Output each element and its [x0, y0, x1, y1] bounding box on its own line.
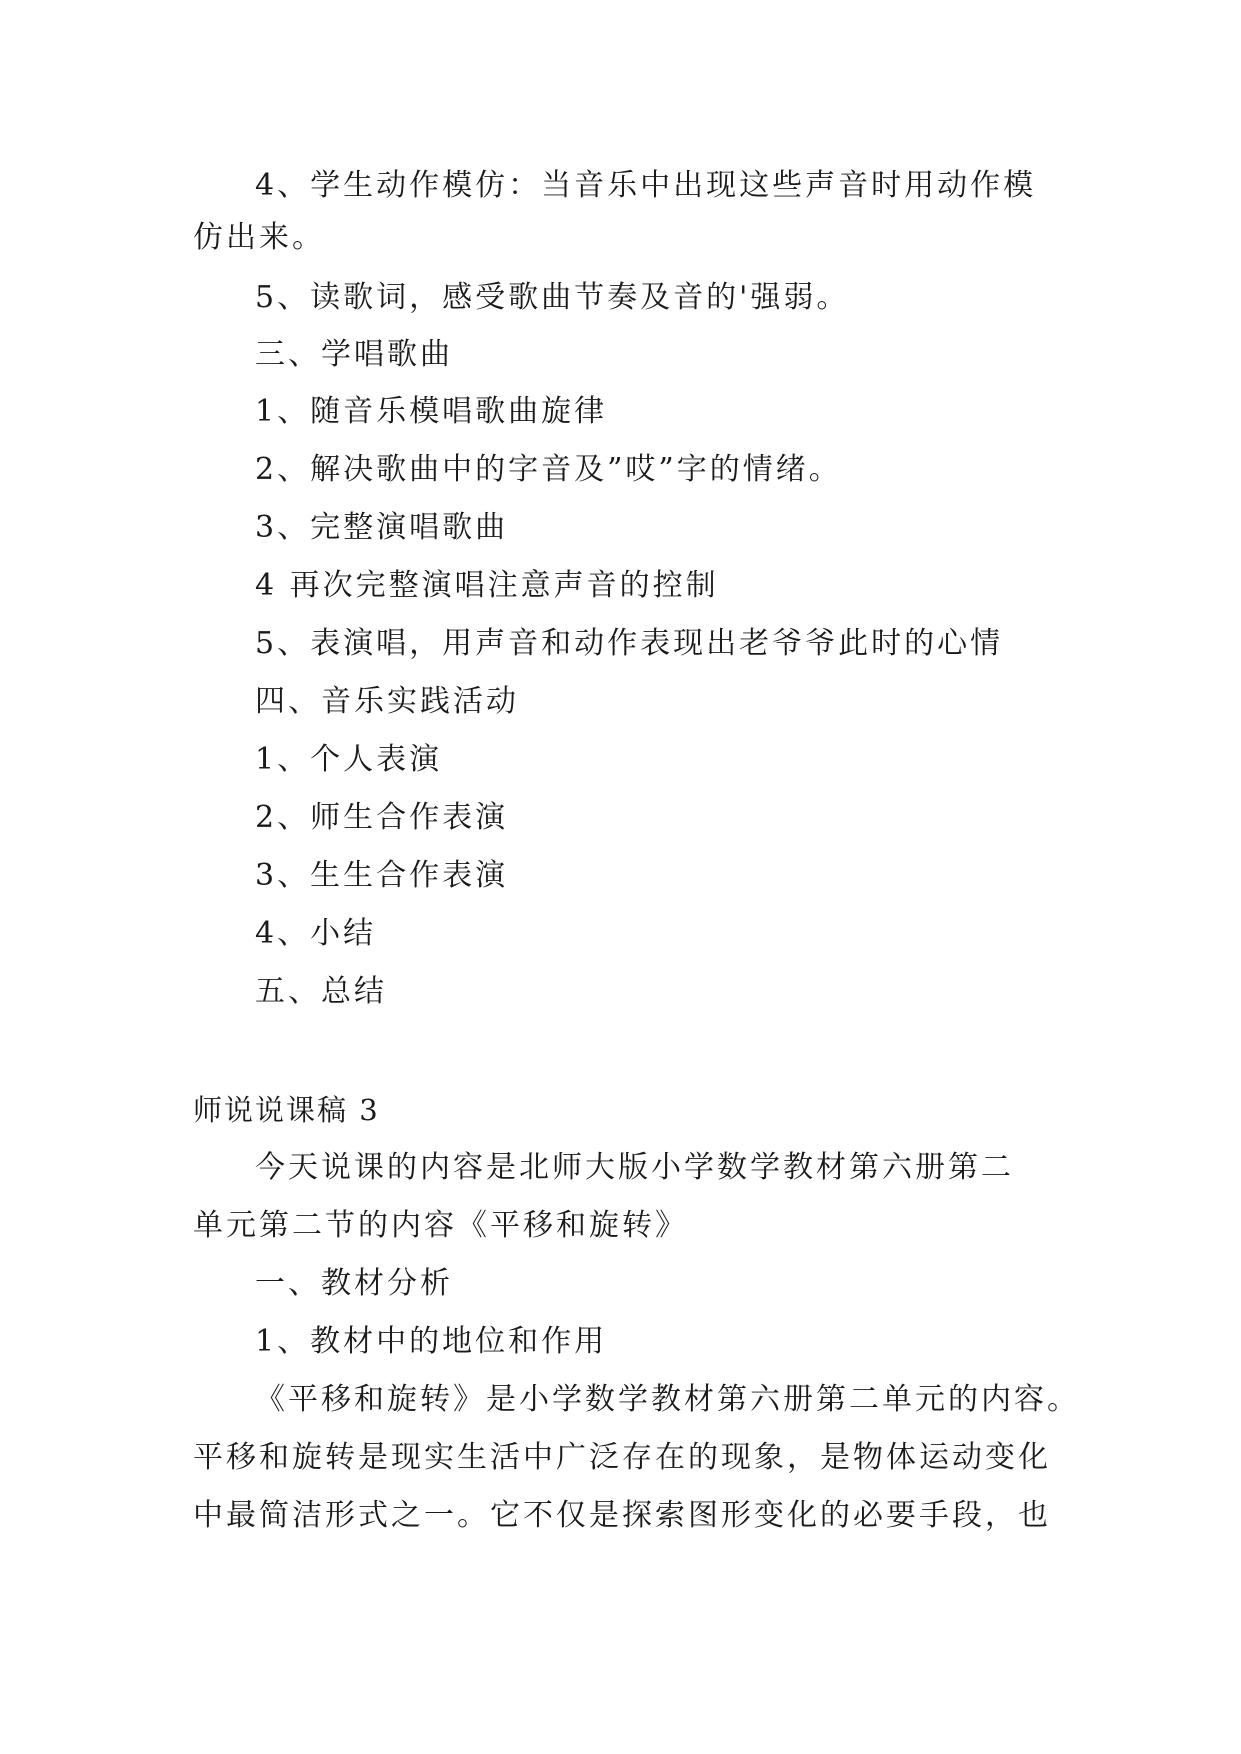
- paragraph-line: 仿出来。: [193, 220, 325, 255]
- list-item: 1、随音乐模唱歌曲旋律: [255, 394, 608, 429]
- document-section-title: 师说说课稿 3: [193, 1093, 380, 1127]
- section-heading: 四、音乐实践活动: [255, 684, 519, 719]
- list-item: 1、个人表演: [255, 742, 443, 777]
- list-item: 4、小结: [255, 916, 377, 951]
- list-item: 5、表演唱，用声音和动作表现出老爷爷此时的心情: [255, 626, 1004, 661]
- list-item: 4 再次完整演唱注意声音的控制: [255, 568, 719, 603]
- list-item: 3、完整演唱歌曲: [255, 510, 509, 545]
- section-heading: 五、总结: [255, 974, 387, 1009]
- section-heading: 一、教材分析: [255, 1266, 453, 1301]
- list-item: 2、师生合作表演: [255, 800, 509, 835]
- paragraph-line: 平移和旋转是现实生活中广泛存在的现象，是物体运动变化: [193, 1440, 1051, 1475]
- list-item: 2、解决歌曲中的字音及”哎”字的情绪。: [255, 452, 842, 487]
- paragraph-line: 今天说课的内容是北师大版小学数学教材第六册第二: [255, 1150, 1014, 1185]
- paragraph-line: 5、读歌词，感受歌曲节奏及音的'强弱。: [255, 280, 850, 315]
- paragraph-line: 单元第二节的内容《平移和旋转》: [193, 1208, 688, 1243]
- list-item: 3、生生合作表演: [255, 858, 509, 893]
- paragraph-line: 《平移和旋转》是小学数学教材第六册第二单元的内容。: [255, 1382, 1080, 1417]
- section-heading: 三、学唱歌曲: [255, 337, 453, 372]
- list-item: 1、教材中的地位和作用: [255, 1324, 608, 1359]
- paragraph-line: 4、学生动作模仿：当音乐中出现这些声音时用动作模: [255, 168, 1037, 203]
- paragraph-line: 中最简洁形式之一。它不仅是探索图形变化的必要手段，也: [193, 1498, 1051, 1533]
